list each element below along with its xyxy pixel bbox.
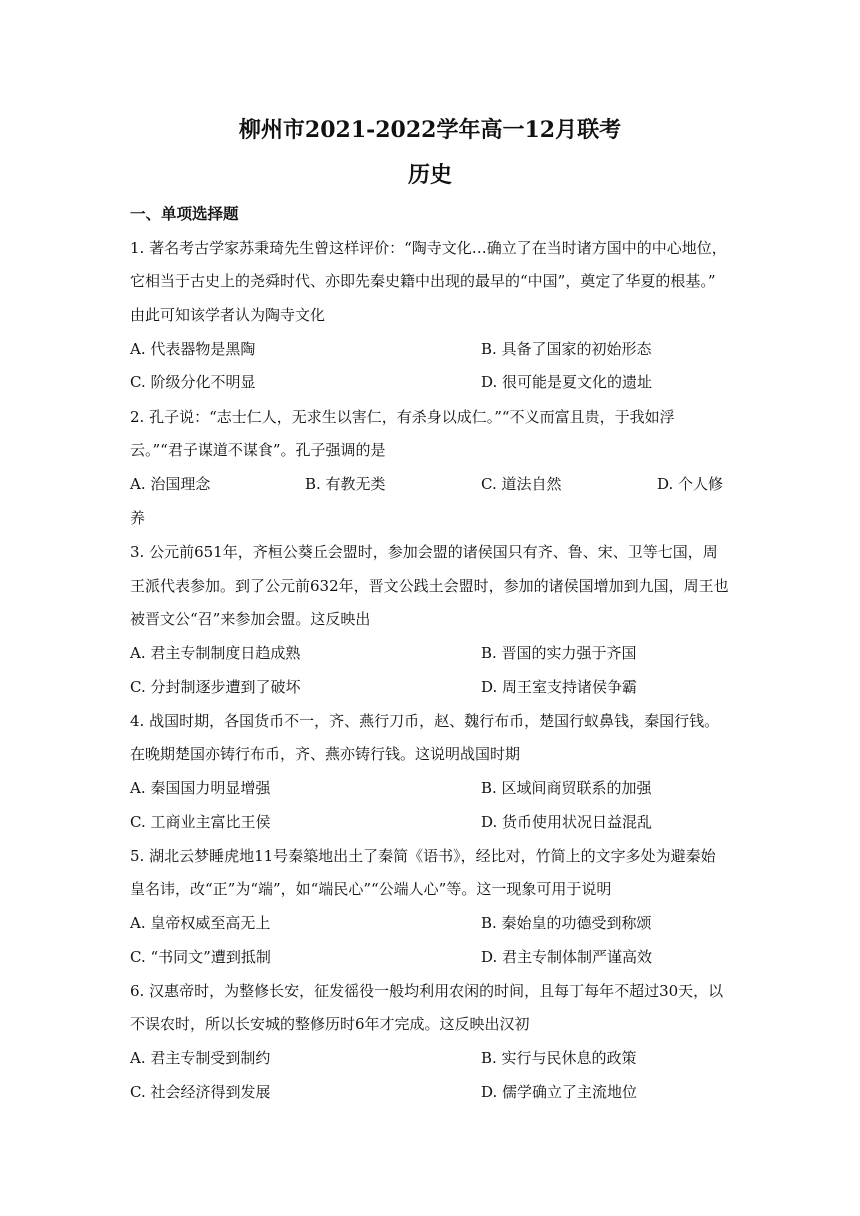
question-2-option-b: B. 有教无类: [305, 475, 386, 493]
question-3-option-a: A. 君主专制制度日趋成熟: [130, 644, 301, 662]
section-heading: 一、单项选择题: [130, 204, 239, 223]
question-1-option-b: B. 具备了国家的初始形态: [481, 340, 652, 358]
question-6-option-a: A. 君主专制受到制约: [130, 1049, 271, 1067]
question-4-option-d: D. 货币使用状况日益混乱: [481, 813, 653, 831]
question-1-line-1: 1. 著名考古学家苏秉琦先生曾这样评价：“陶寺文化…确立了在当时诸方国中的中心地位，: [130, 239, 727, 257]
question-5-option-c: C. “书同文”遭到抵制: [130, 948, 271, 966]
question-4-option-c: C. 工商业主富比王侯: [130, 813, 271, 831]
question-4-option-a: A. 秦国国力明显增强: [130, 779, 271, 797]
question-2-option-d-wrap: 养: [130, 509, 146, 527]
question-4-line-2: 在晚期楚国亦铸行布币，齐、燕亦铸行钱。这说明战国时期: [130, 745, 521, 763]
question-5-option-a: A. 皇帝权威至高无上: [130, 914, 271, 932]
question-2-line-2: 云。”“君子谋道不谋食”。孔子强调的是: [130, 441, 386, 459]
question-6-option-d: D. 儒学确立了主流地位: [481, 1083, 638, 1101]
question-2-option-d: D. 个人修: [657, 475, 724, 493]
question-4-option-b: B. 区域间商贸联系的加强: [481, 779, 652, 797]
document-title: 柳州市2021-2022学年高一12月联考: [238, 117, 622, 143]
question-6-option-c: C. 社会经济得到发展: [130, 1083, 271, 1101]
question-6-line-2: 不误农时，所以长安城的整修历时6年才完成。这反映出汉初: [130, 1015, 530, 1033]
question-1-line-3: 由此可知该学者认为陶寺文化: [130, 306, 326, 324]
question-5-option-b: B. 秦始皇的功德受到称颂: [481, 914, 652, 932]
question-2-line-1: 2. 孔子说：“志士仁人，无求生以害仁，有杀身以成仁。”“不义而富且贵，于我如浮: [130, 408, 675, 426]
question-2-option-a: A. 治国理念: [130, 475, 211, 493]
question-6-option-b: B. 实行与民休息的政策: [481, 1049, 637, 1067]
document-subtitle: 历史: [407, 162, 452, 188]
question-1-option-a: A. 代表器物是黑陶: [130, 340, 256, 358]
question-1-line-2: 它相当于古史上的尧舜时代、亦即先秦史籍中出现的最早的“中国”，奠定了华夏的根基。”: [130, 272, 716, 290]
question-3-line-3: 被晋文公“召”来参加会盟。这反映出: [130, 610, 371, 628]
question-3-line-2: 王派代表参加。到了公元前632年，晋文公践土会盟时，参加的诸侯国增加到九国，周王也: [130, 577, 729, 595]
question-3-line-1: 3. 公元前651年，齐桓公葵丘会盟时，参加会盟的诸侯国只有齐、鲁、宋、卫等七国，周: [130, 543, 718, 561]
question-3-option-b: B. 晋国的实力强于齐国: [481, 644, 637, 662]
question-6-line-1: 6. 汉惠帝时，为整修长安，征发徭役一般均利用农闲的时间，且每丁每年不超过30天，以: [130, 982, 724, 1000]
question-1-option-d: D. 很可能是夏文化的遗址: [481, 373, 653, 391]
question-2-option-c: C. 道法自然: [481, 475, 562, 493]
question-1-option-c: C. 阶级分化不明显: [130, 373, 256, 391]
question-3-option-d: D. 周王室支持诸侯争霸: [481, 678, 638, 696]
question-3-option-c: C. 分封制逐步遭到了破坏: [130, 678, 301, 696]
question-5-line-2: 皇名讳，改“正”为“端”，如“端民心”“公端人心”等。这一现象可用于说明: [130, 880, 612, 898]
question-4-line-1: 4. 战国时期，各国货币不一，齐、燕行刀币，赵、魏行布币，楚国行蚁鼻钱，秦国行钱。: [130, 712, 720, 730]
question-5-line-1: 5. 湖北云梦睡虎地11号秦築地出土了秦简《语书》，经比对，竹简上的文字多处为避秦始: [130, 847, 716, 865]
question-5-option-d: D. 君主专制体制严谨高效: [481, 948, 653, 966]
